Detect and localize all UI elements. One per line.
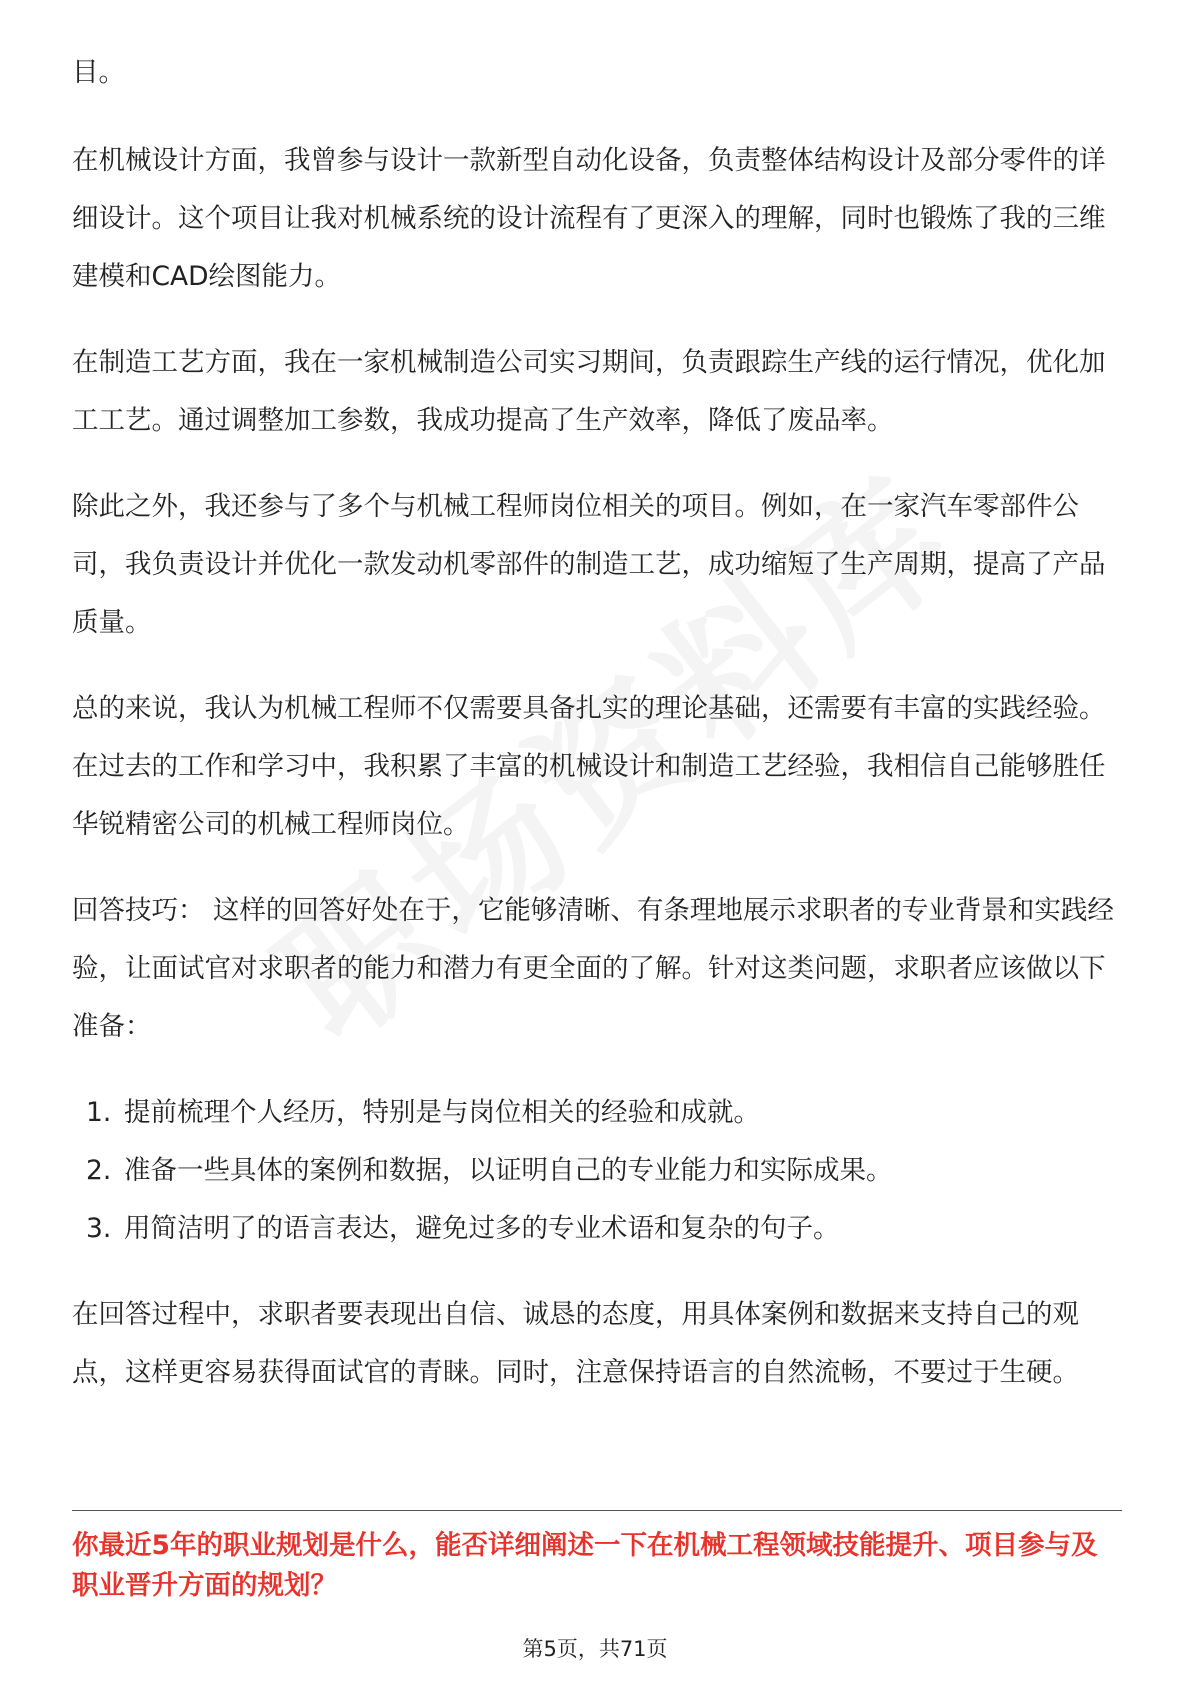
paragraph-mechanical-design: 在机械设计方面，我曾参与设计一款新型自动化设备，负责整体结构设计及部分零件的详细设计。这个项目让我对机械系统的设计流程有了更深入的理解，同时也锻炼了我的三维建模和CAD绘图能力。 bbox=[72, 145, 1106, 292]
paragraph-other-projects: 除此之外，我还参与了多个与机械工程师岗位相关的项目。例如，在一家汽车零部件公司，我负责设计并优化一款发动机零部件的制造工艺，成功缩短了生产周期，提高了产品质量。 bbox=[72, 491, 1106, 638]
preparation-list bbox=[72, 1084, 1122, 1258]
list-item-number: 3. bbox=[86, 1213, 112, 1244]
document-body bbox=[72, 44, 1122, 1430]
next-question-heading: 你最近5年的职业规划是什么，能否详细阐述一下在机械工程领域技能提升、项目参与及职业晋升方面的规划？ bbox=[72, 1530, 1098, 1601]
list-item-number: 1. bbox=[86, 1097, 112, 1128]
paragraph-closing: 在回答过程中，求职者要表现出自信、诚恳的态度，用具体案例和数据来支持自己的观点，这样更容易获得面试官的青睐。同时，注意保持语言的自然流畅，不要过于生硬。 bbox=[72, 1299, 1079, 1388]
paragraph-continuation: 目。 bbox=[72, 57, 125, 88]
paragraph-manufacturing-process: 在制造工艺方面，我在一家机械制造公司实习期间，负责跟踪生产线的运行情况，优化加工工艺。通过调整加工参数，我成功提高了生产效率，降低了废品率。 bbox=[72, 347, 1106, 436]
list-item-text: 用简洁明了的语言表达，避免过多的专业术语和复杂的句子。 bbox=[124, 1213, 840, 1244]
list-item bbox=[72, 1084, 1122, 1142]
section-divider bbox=[72, 1510, 1122, 1511]
list-item-text: 准备一些具体的案例和数据，以证明自己的专业能力和实际成果。 bbox=[124, 1155, 893, 1186]
list-item bbox=[72, 1142, 1122, 1200]
list-item-text: 提前梳理个人经历，特别是与岗位相关的经验和成就。 bbox=[124, 1097, 760, 1128]
paragraph-summary: 总的来说，我认为机械工程师不仅需要具备扎实的理论基础，还需要有丰富的实践经验。在过去的工作和学习中，我积累了丰富的机械设计和制造工艺经验，我相信自己能够胜任华锐精密公司的机械工程师岗位。 bbox=[72, 693, 1106, 840]
page-number: 第5页，共71页 bbox=[522, 1637, 668, 1661]
list-item bbox=[72, 1200, 1122, 1258]
list-item-number: 2. bbox=[86, 1155, 112, 1186]
paragraph-answer-tips: 回答技巧： 这样的回答好处在于，它能够清晰、有条理地展示求职者的专业背景和实践经验，让面试官对求职者的能力和潜力有更全面的了解。针对这类问题，求职者应该做以下准备： bbox=[72, 895, 1114, 1042]
